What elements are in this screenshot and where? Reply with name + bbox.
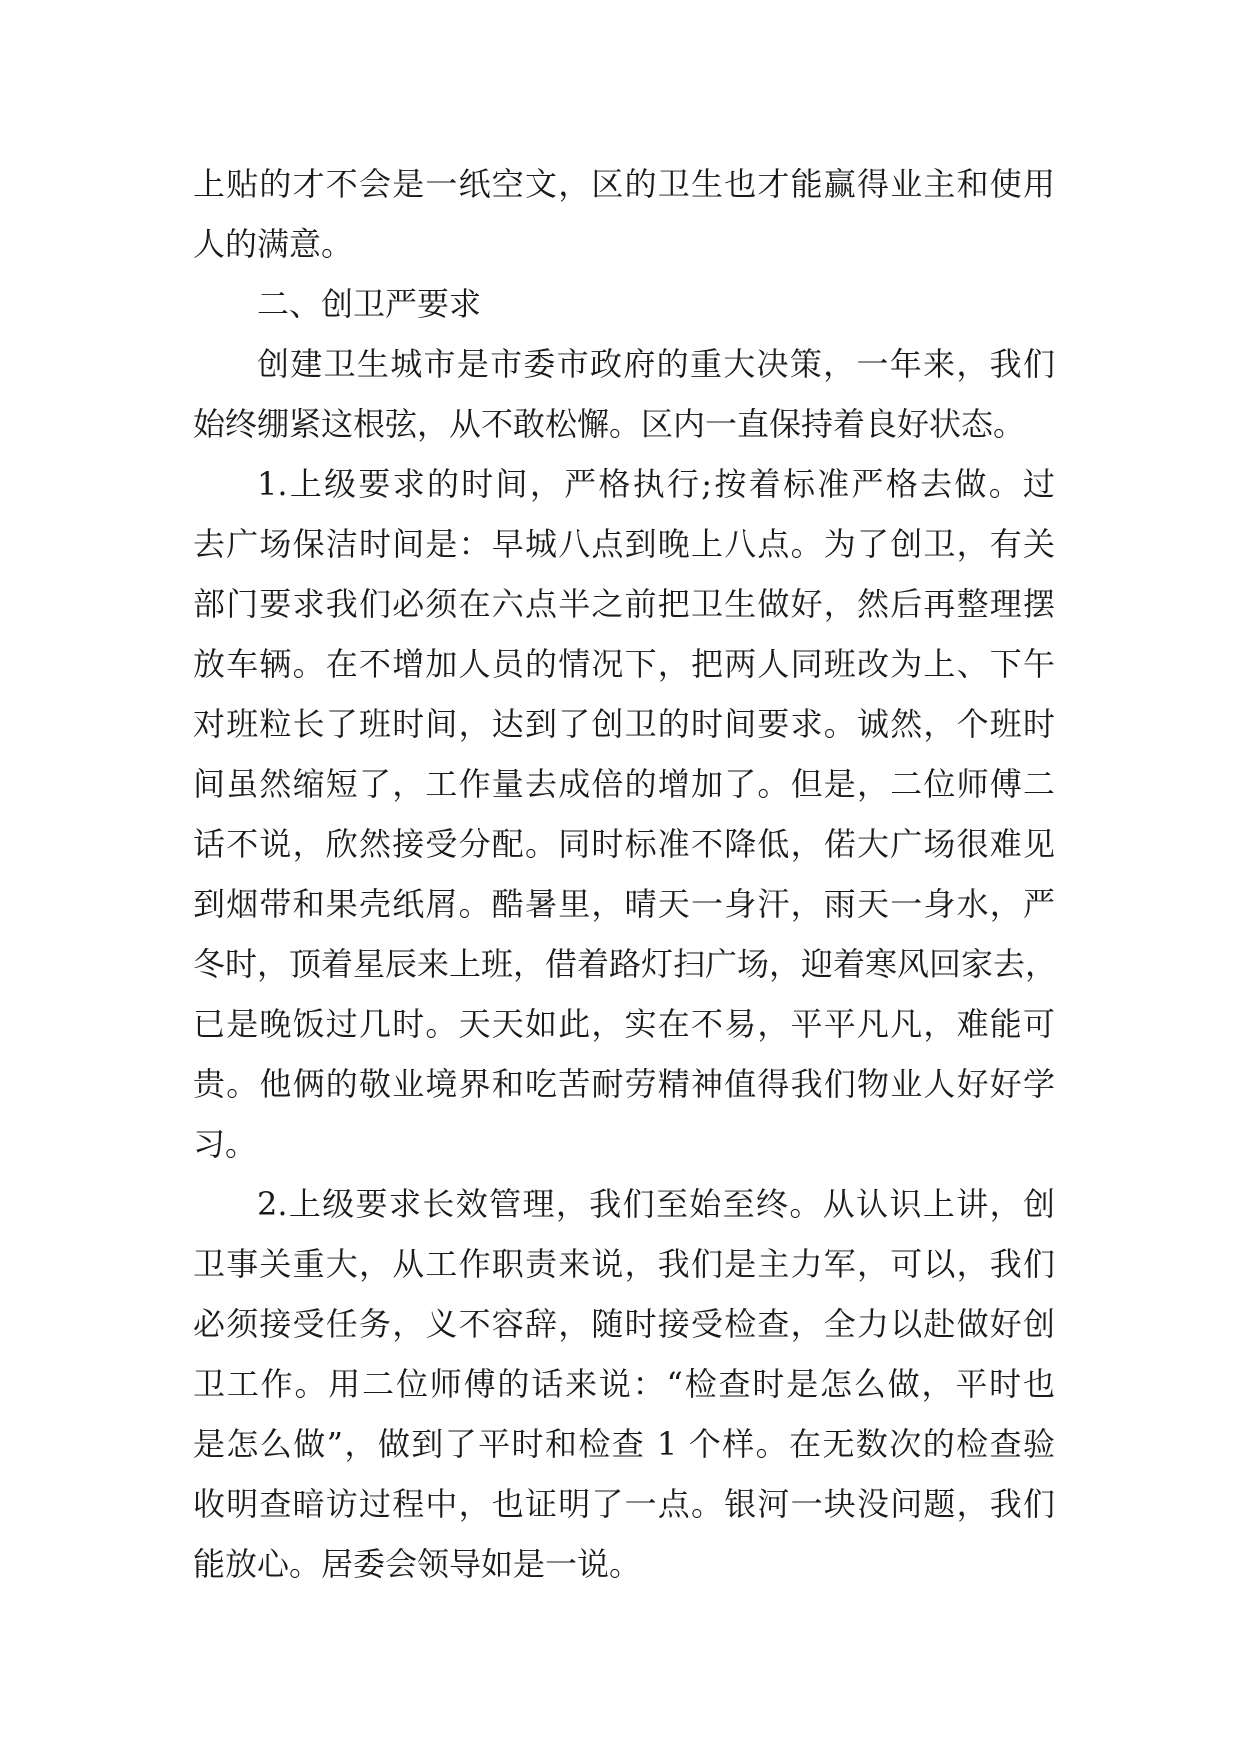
- text-line: 到烟带和果壳纸屑。酷暑里，晴天一身汗，雨天一身水，严: [193, 885, 1055, 923]
- text-line: 是怎么做”，做到了平时和检查 1 个样。在无数次的检查验: [193, 1425, 1055, 1463]
- text-line: 部门要求我们必须在六点半之前把卫生做好，然后再整理摆: [193, 585, 1055, 623]
- text-line: 放车辆。在不增加人员的情况下，把两人同班改为上、下午: [193, 645, 1055, 683]
- text-line: 收明查暗访过程中，也证明了一点。银河一块没问题，我们: [193, 1485, 1055, 1523]
- text-line: 人的满意。: [193, 225, 354, 263]
- text-line: 二、创卫严要求: [257, 285, 482, 323]
- text-line: 冬时，顶着星辰来上班，借着路灯扫广场，迎着寒风回家去，: [193, 945, 1058, 983]
- text-line: 去广场保洁时间是：早城八点到晚上八点。为了创卫，有关: [193, 525, 1055, 563]
- text-line: 话不说，欣然接受分配。同时标准不降低，偌大广场很难见: [193, 825, 1055, 863]
- text-line: 创建卫生城市是市委市政府的重大决策，一年来，我们: [257, 345, 1055, 383]
- text-line: 始终绷紧这根弦，从不敢松懈。区内一直保持着良好状态。: [193, 405, 1026, 443]
- text-line: 贵。他俩的敬业境界和吃苦耐劳精神值得我们物业人好好学: [193, 1065, 1055, 1103]
- text-line: 1.上级要求的时间，严格执行;按着标准严格去做。过: [257, 465, 1055, 503]
- text-line: 卫事关重大，从工作职责来说，我们是主力军，可以，我们: [193, 1245, 1055, 1283]
- text-line: 必须接受任务，义不容辞，随时接受检查，全力以赴做好创: [193, 1305, 1055, 1343]
- text-line: 卫工作。用二位师傅的话来说：“检查时是怎么做，平时也: [193, 1365, 1055, 1403]
- body-text: [193, 154, 1058, 1594]
- text-line: 间虽然缩短了，工作量去成倍的增加了。但是，二位师傅二: [193, 765, 1055, 803]
- text-line: 上贴的才不会是一纸空文，区的卫生也才能赢得业主和使用: [193, 165, 1055, 203]
- text-line: 对班粒长了班时间，达到了创卫的时间要求。诚然，个班时: [193, 705, 1055, 743]
- text-line: 习。: [193, 1125, 258, 1163]
- text-line: 2.上级要求长效管理，我们至始至终。从认识上讲，创: [257, 1185, 1055, 1223]
- text-line: 已是晚饭过几时。天天如此，实在不易，平平凡凡，难能可: [193, 1005, 1055, 1043]
- text-line: 能放心。居委会领导如是一说。: [193, 1545, 642, 1583]
